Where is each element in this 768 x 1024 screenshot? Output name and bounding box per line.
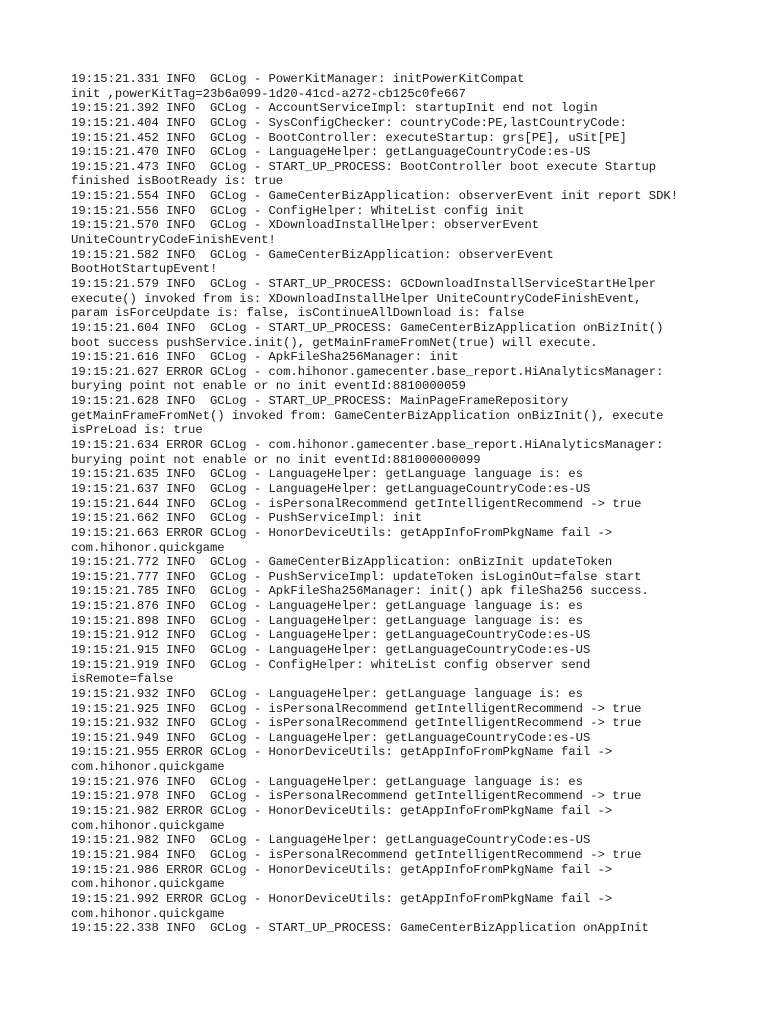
log-line: com.hihonor.quickgame — [71, 906, 225, 921]
log-line: 19:15:21.634 ERROR GCLog - com.hihonor.gamecenter.base_report.HiAnalyticsManager: — [71, 438, 664, 453]
log-line: com.hihonor.quickgame — [71, 760, 225, 775]
log-line: finished isBootReady is: true — [71, 174, 284, 189]
log-line: 19:15:21.331 INFO GCLog - PowerKitManager: initPowerKitCompat — [71, 72, 525, 86]
log-line: 19:15:21.663 ERROR GCLog - HonorDeviceUtils: getAppInfoFromPkgName fail -> — [71, 525, 613, 540]
log-line: 19:15:21.404 INFO GCLog - SysConfigChecker: countryCode:PE,lastCountryCode: — [71, 115, 627, 130]
log-line: 19:15:21.662 INFO GCLog - PushServiceImpl: init — [71, 511, 423, 526]
log-line: 19:15:21.915 INFO GCLog - LanguageHelper: getLanguageCountryCode:es-US — [71, 642, 591, 657]
log-line: 19:15:21.898 INFO GCLog - LanguageHelper: getLanguage language is: es — [71, 613, 583, 628]
log-line: 19:15:21.628 INFO GCLog - START_UP_PROCESS: MainPageFrameRepository — [71, 394, 569, 409]
log-line: 19:15:21.978 INFO GCLog - isPersonalRecommend getIntelligentRecommend -> true — [71, 789, 642, 804]
log-line: 19:15:21.635 INFO GCLog - LanguageHelper: getLanguage language is: es — [71, 467, 583, 482]
log-line: BootHotStartupEvent! — [71, 262, 218, 277]
log-line: init ,powerKitTag=23b6a099-1d20-41cd-a272-cb125c0fe667 — [71, 86, 466, 101]
log-line: boot success pushService.init(), getMainFrameFromNet(true) will execute. — [71, 335, 598, 350]
log-line: burying point not enable or no init eventId:8810000059 — [71, 379, 466, 394]
log-line: isRemote=false — [71, 672, 174, 687]
log-line: 19:15:21.392 INFO GCLog - AccountServiceImpl: startupInit end not login — [71, 101, 598, 116]
log-line: param isForceUpdate is: false, isContinueAllDownload is: false — [71, 306, 525, 321]
log-line: 19:15:21.637 INFO GCLog - LanguageHelper: getLanguageCountryCode:es-US — [71, 481, 591, 496]
log-line: com.hihonor.quickgame — [71, 818, 225, 833]
log-line: com.hihonor.quickgame — [71, 877, 225, 892]
log-line: 19:15:21.955 ERROR GCLog - HonorDeviceUtils: getAppInfoFromPkgName fail -> — [71, 745, 613, 760]
log-line: 19:15:21.932 INFO GCLog - isPersonalRecommend getIntelligentRecommend -> true — [71, 716, 642, 731]
log-line: 19:15:22.338 INFO GCLog - START_UP_PROCESS: GameCenterBizApplication onAppInit — [71, 921, 649, 936]
log-line: 19:15:21.919 INFO GCLog - ConfigHelper: whiteList config observer send — [71, 657, 591, 672]
log-line: 19:15:21.876 INFO GCLog - LanguageHelper: getLanguage language is: es — [71, 599, 583, 614]
log-line: 19:15:21.912 INFO GCLog - LanguageHelper: getLanguageCountryCode:es-US — [71, 628, 591, 643]
log-line: 19:15:21.772 INFO GCLog - GameCenterBizApplication: onBizInit updateToken — [71, 555, 613, 570]
log-line: getMainFrameFromNet() invoked from: GameCenterBizApplication onBizInit(), execute — [71, 408, 664, 423]
log-line: 19:15:21.982 INFO GCLog - LanguageHelper: getLanguageCountryCode:es-US — [71, 833, 591, 848]
log-line: 19:15:21.982 ERROR GCLog - HonorDeviceUtils: getAppInfoFromPkgName fail -> — [71, 804, 613, 819]
log-line: UniteCountryCodeFinishEvent! — [71, 233, 276, 248]
log-line: 19:15:21.925 INFO GCLog - isPersonalRecommend getIntelligentRecommend -> true — [71, 701, 642, 716]
log-line: 19:15:21.473 INFO GCLog - START_UP_PROCESS: BootController boot execute Startup — [71, 159, 657, 174]
log-line: 19:15:21.616 INFO GCLog - ApkFileSha256Manager: init — [71, 350, 459, 365]
log-line: 19:15:21.627 ERROR GCLog - com.hihonor.gamecenter.base_report.HiAnalyticsManager: — [71, 364, 664, 379]
log-line: 19:15:21.604 INFO GCLog - START_UP_PROCESS: GameCenterBizApplication onBizInit() — [71, 320, 664, 335]
log-line: 19:15:21.556 INFO GCLog - ConfigHelper: WhiteList config init — [71, 203, 525, 218]
log-line: isPreLoad is: true — [71, 423, 203, 438]
log-line: 19:15:21.986 ERROR GCLog - HonorDeviceUtils: getAppInfoFromPkgName fail -> — [71, 862, 613, 877]
log-line: 19:15:21.582 INFO GCLog - GameCenterBizApplication: observerEvent — [71, 247, 554, 262]
log-line: 19:15:21.452 INFO GCLog - BootController: executeStartup: grs[PE], uSit[PE] — [71, 130, 627, 145]
log-line: 19:15:21.470 INFO GCLog - LanguageHelper: getLanguageCountryCode:es-US — [71, 145, 591, 160]
log-line: 19:15:21.570 INFO GCLog - XDownloadInstallHelper: observerEvent — [71, 218, 540, 233]
log-line: 19:15:21.644 INFO GCLog - isPersonalRecommend getIntelligentRecommend -> true — [71, 496, 642, 511]
log-line: 19:15:21.777 INFO GCLog - PushServiceImpl: updateToken isLoginOut=false start — [71, 569, 642, 584]
log-line: 19:15:21.992 ERROR GCLog - HonorDeviceUtils: getAppInfoFromPkgName fail -> — [71, 891, 613, 906]
log-line: 19:15:21.785 INFO GCLog - ApkFileSha256Manager: init() apk fileSha256 success. — [71, 584, 649, 599]
log-line: 19:15:21.932 INFO GCLog - LanguageHelper: getLanguage language is: es — [71, 686, 583, 701]
log-text-body — [71, 72, 731, 936]
log-line: burying point not enable or no init eventId:881000000099 — [71, 452, 481, 467]
log-line: com.hihonor.quickgame — [71, 540, 225, 555]
log-line: 19:15:21.976 INFO GCLog - LanguageHelper: getLanguage language is: es — [71, 774, 583, 789]
log-line: execute() invoked from is: XDownloadInstallHelper UniteCountryCodeFinishEvent, — [71, 291, 642, 306]
log-line: 19:15:21.949 INFO GCLog - LanguageHelper: getLanguageCountryCode:es-US — [71, 730, 591, 745]
log-line: 19:15:21.579 INFO GCLog - START_UP_PROCESS: GCDownloadInstallServiceStartHelper — [71, 276, 657, 291]
log-line: 19:15:21.554 INFO GCLog - GameCenterBizApplication: observerEvent init report SDK! — [71, 189, 679, 204]
log-line: 19:15:21.984 INFO GCLog - isPersonalRecommend getIntelligentRecommend -> true — [71, 847, 642, 862]
